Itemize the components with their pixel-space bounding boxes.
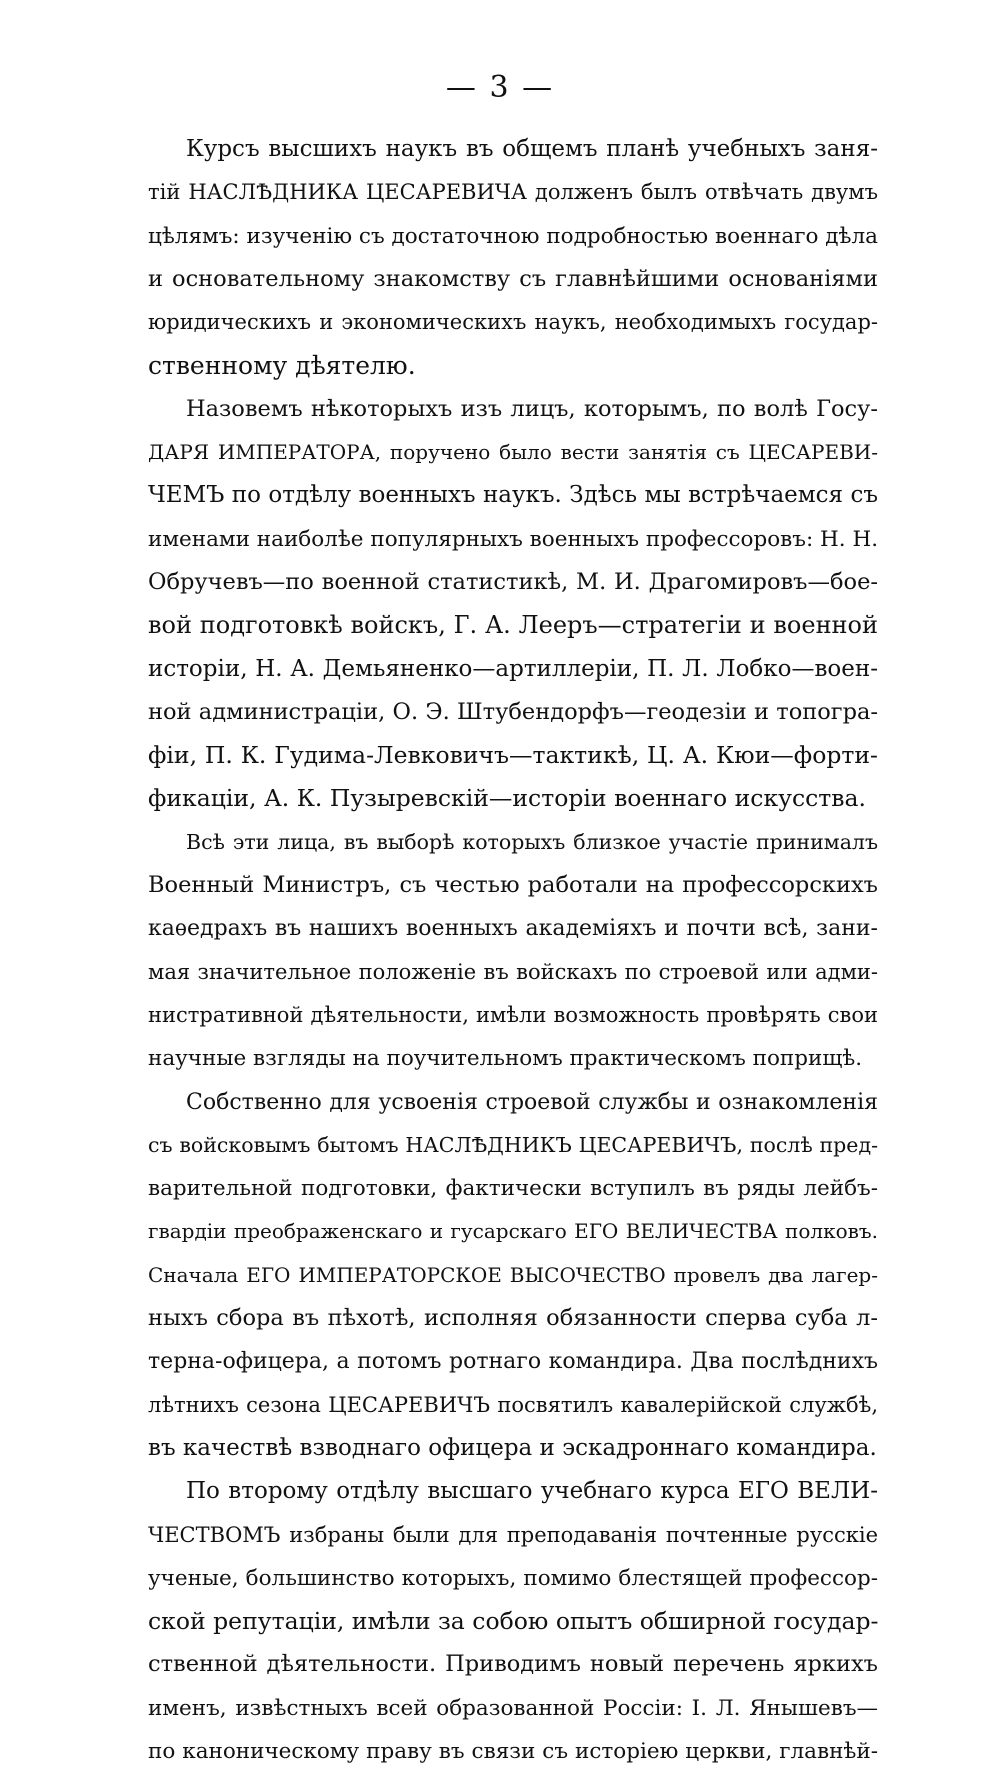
text-line: тій НАСЛѢДНИКА ЦЕСАРЕВИЧА долженъ былъ отвѣчать двумъ <box>148 180 878 205</box>
text-line: каѳедрахъ въ нашихъ военныхъ академіяхъ и почти всѣ, зани- <box>148 916 878 942</box>
text-line: ЧЕСТВОМЪ избраны были для преподаванія почтенные русскіе <box>148 1522 878 1547</box>
text-line: ственной дѣятельности. Приводимъ новый перечень яркихъ <box>148 1651 878 1678</box>
text-line: ной администраціи, О. Э. Штубендорфъ—геодезіи и топогра- <box>148 698 878 725</box>
text-line: Курсъ высшихъ наукъ въ общемъ планѣ учебныхъ заня- <box>186 136 878 162</box>
text-line: и основательному знакомству съ главнѣйшими основаніями <box>148 265 878 292</box>
text-line: варительной подготовки, фактически вступилъ въ ряды лейбъ- <box>148 1176 878 1202</box>
text-line: ныхъ сбора въ пѣхотѣ, исполняя обязанности сперва суба л- <box>148 1305 878 1332</box>
text-line: именами наиболѣе популярныхъ военныхъ профессоровъ: Н. Н. <box>148 526 878 552</box>
text-line: ской репутаціи, имѣли за собою опытъ обширной государ- <box>148 1607 878 1636</box>
text-line: научные взгляды на поучительномъ практическомъ поприщѣ. <box>148 1046 863 1072</box>
text-line: вой подготовкѣ войскъ, Г. А. Лееръ—стратегіи и военной <box>148 611 878 640</box>
text-line: ДАРЯ ИМПЕРАТОРА, поручено было вести занятія съ ЦЕСАРЕВИ- <box>148 440 878 465</box>
text-line: лѣтнихъ сезона ЦЕСАРЕВИЧЪ посвятилъ кавалерійской службѣ, <box>148 1392 878 1417</box>
body-text <box>148 128 878 1773</box>
text-line: Всѣ эти лица, въ выборѣ которыхъ близкое участіе принималъ <box>186 829 878 854</box>
text-line: фіи, П. К. Гудима-Левковичъ—тактикѣ, Ц. А. Кюи—форти- <box>148 741 878 770</box>
text-line: Собственно для усвоенія строевой службы и ознакомленія <box>186 1089 878 1115</box>
text-line: ЧЕМЪ по отдѣлу военныхъ наукъ. Здѣсь мы встрѣчаемся съ <box>148 482 878 509</box>
text-line: ученые, большинство которыхъ, помимо блестящей профессор- <box>148 1565 878 1591</box>
text-line: Обручевъ—по военной статистикѣ, М. И. Драгомировъ—бое- <box>148 568 878 595</box>
text-line: цѣлямъ: изученію съ достаточною подробностью военнаго дѣла <box>148 223 878 249</box>
text-line: терна-офицера, а потомъ ротнаго командира. Два послѣднихъ <box>148 1349 878 1375</box>
text-line: исторіи, Н. А. Демьяненко—артиллеріи, П. Л. Лобко—воен- <box>148 655 878 682</box>
text-line: въ качествѣ взводнаго офицера и эскадроннаго командира. <box>148 1434 877 1461</box>
text-line: Военный Министръ, съ честью работали на профессорскихъ <box>148 872 878 899</box>
page-number: — 3 — <box>445 70 555 105</box>
text-line: ственному дѣятелю. <box>148 351 416 381</box>
text-line: гвардіи преображенскаго и гусарскаго ЕГО ВЕЛИЧЕСТВА полковъ. <box>148 1219 878 1244</box>
text-line: Назовемъ нѣкоторыхъ изъ лицъ, которымъ, по волѣ Госу- <box>186 395 878 422</box>
text-line: по каноническому праву въ связи съ исторіею церкви, главнѣй- <box>148 1738 878 1764</box>
text-line: фикаціи, А. К. Пузыревскій—исторіи военнаго искусства. <box>148 784 866 813</box>
text-line: мая значительное положеніе въ войскахъ по строевой или адми- <box>148 959 878 984</box>
text-line: съ войсковымъ бытомъ НАСЛѢДНИКЪ ЦЕСАРЕВИЧЪ, послѣ пред- <box>148 1132 878 1157</box>
text-line: Сначала ЕГО ИМПЕРАТОРСКОЕ ВЫСОЧЕСТВО провелъ два лагер- <box>148 1262 878 1287</box>
text-line: именъ, извѣстныхъ всей образованной Россіи: І. Л. Янышевъ— <box>148 1695 878 1721</box>
text-line: юридическихъ и экономическихъ наукъ, необходимыхъ государ- <box>148 310 878 335</box>
text-line: По второму отдѣлу высшаго учебнаго курса ЕГО ВЕЛИ- <box>186 1478 878 1505</box>
text-line: нистративной дѣятельности, имѣли возможность провѣрять свои <box>148 1002 878 1027</box>
